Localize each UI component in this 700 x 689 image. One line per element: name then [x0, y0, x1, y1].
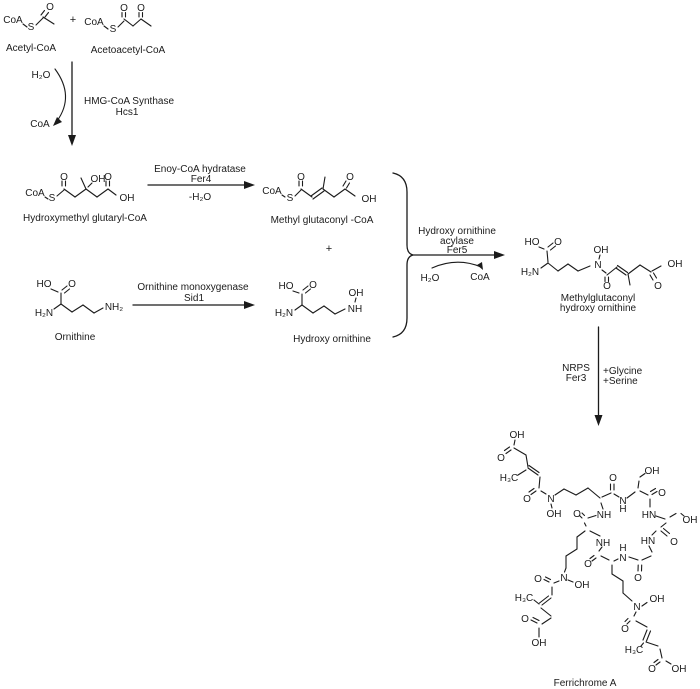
oh-group: OH	[119, 193, 135, 204]
coa-label: CoA	[25, 188, 45, 199]
oh-group: OH	[644, 466, 660, 477]
molecule-name-methyl-glutaconyl: Methyl glutaconyl -CoA	[270, 215, 374, 226]
n-atom: N	[594, 260, 602, 271]
enzyme-name-line1: Hydroxy ornithine	[418, 226, 496, 237]
arrowhead	[244, 181, 255, 189]
arrowhead	[595, 415, 603, 426]
s-atom: S	[109, 24, 117, 35]
molecule-name-ornithine: Ornithine	[54, 332, 96, 343]
molecule-name-hydroxy-ornithine: Hydroxy ornithine	[293, 334, 371, 345]
h3c-group: H₃C	[514, 593, 534, 604]
o-atom: O	[584, 559, 592, 570]
oh-group: OH	[667, 259, 683, 270]
o-atom: O	[534, 574, 542, 585]
oh-group: OH	[509, 430, 525, 441]
ho-group: HO	[524, 237, 540, 248]
hydroxy-ornithine-structure	[275, 280, 372, 345]
ho-group: HO	[278, 281, 294, 292]
oh-group: OH	[593, 245, 609, 256]
o-atom: O	[554, 237, 562, 248]
methyl-glutaconyl-coa-structure	[262, 172, 376, 226]
n-atom: N	[633, 602, 641, 613]
o-atom: O	[297, 172, 305, 183]
ferrichrome-a-structure	[497, 430, 697, 689]
reaction-arrow-sid1	[133, 282, 255, 309]
n-atom: N	[619, 553, 627, 564]
gene-name: Fer5	[446, 245, 468, 256]
o-atom: O	[603, 281, 611, 292]
s-atom: S	[286, 193, 294, 204]
o-atom: O	[670, 537, 678, 548]
n-atom: N	[560, 573, 568, 584]
h-atom: H	[619, 543, 627, 554]
enzyme-name: Ornithine monoxygenase	[137, 282, 249, 293]
oh-group: OH	[682, 515, 698, 526]
arrowhead	[68, 135, 76, 146]
substrate-serine: +Serine	[603, 376, 638, 387]
molecule-name-acetoacetyl-coa: Acetoacetyl-CoA	[90, 45, 166, 56]
gene-name: Hcs1	[115, 107, 139, 118]
enzyme-name-line2: acylase	[440, 236, 474, 247]
gene-name: Fer3	[565, 373, 587, 384]
reaction-arrow-hcs1	[30, 62, 174, 146]
oh-group: OH	[671, 664, 687, 675]
nh-group: NH	[596, 510, 612, 521]
nh2-group: NH₂	[104, 302, 124, 313]
grouping-bracket	[393, 173, 413, 337]
reaction-arrow-fer5	[413, 226, 505, 284]
h3c-group: H₃C	[499, 473, 519, 484]
acetoacetyl-coa-structure	[84, 3, 165, 56]
ornithine-structure	[35, 279, 123, 343]
h2n-group: H₂N	[34, 308, 54, 319]
enzyme-name: NRPS	[562, 363, 590, 374]
enzyme-name: Enoy-CoA hydratase	[154, 164, 246, 175]
n-atom: N	[619, 496, 627, 507]
h2n-group: H₂N	[274, 308, 294, 319]
o-atom: O	[621, 624, 629, 635]
s-atom: S	[27, 22, 35, 33]
methylglutaconyl-hydroxy-ornithine-structure	[521, 237, 683, 314]
water-loss: -H₂O	[188, 192, 212, 203]
nh-group: NH	[595, 538, 611, 549]
o-atom: O	[104, 172, 112, 183]
arrowhead	[494, 251, 505, 259]
plus-sign: +	[325, 243, 333, 255]
cofactor-arrowhead	[53, 117, 62, 126]
oh-group: OH	[546, 509, 562, 520]
o-atom: O	[46, 2, 54, 13]
reaction-arrow-fer4	[148, 164, 255, 203]
o-atom: O	[634, 573, 642, 584]
o-atom: O	[497, 453, 505, 464]
cofactor-in: H₂O	[420, 273, 440, 284]
cofactor-out: CoA	[470, 272, 490, 283]
cofactor-out: CoA	[30, 119, 50, 130]
o-atom: O	[523, 494, 531, 505]
oh-group: OH	[531, 638, 547, 649]
coa-label: CoA	[84, 17, 104, 28]
oh-group: OH	[574, 580, 590, 591]
oh-group: OH	[348, 288, 364, 299]
molecule-name-ferrichrome-a: Ferrichrome A	[553, 678, 617, 689]
molecule-name-mgho-line2: hydroxy ornithine	[559, 303, 637, 314]
o-atom: O	[346, 172, 354, 183]
o-atom: O	[648, 664, 656, 675]
h3c-group: H₃C	[624, 645, 644, 656]
hn-group: HN	[641, 510, 657, 521]
molecule-name-mgho-line1: Methylglutaconyl	[560, 293, 636, 304]
s-atom: S	[48, 193, 56, 204]
ho-group: HO	[36, 279, 52, 290]
h-atom: H	[619, 504, 627, 515]
o-atom: O	[137, 3, 145, 14]
enzyme-name: HMG-CoA Synthase	[83, 96, 175, 107]
o-atom: O	[521, 614, 529, 625]
substrate-glycine: +Glycine	[603, 366, 643, 377]
oh-group: OH	[361, 194, 377, 205]
hn-group: HN	[640, 536, 656, 547]
gene-name: Fer4	[190, 174, 212, 185]
arrowhead	[244, 301, 255, 309]
hmg-coa-structure	[23, 172, 147, 224]
o-atom: O	[573, 509, 581, 520]
gene-name: Sid1	[183, 293, 205, 304]
oh-group: OH	[90, 174, 106, 185]
o-atom: O	[68, 279, 76, 290]
reaction-arrow-fer3	[562, 327, 643, 426]
coa-label: CoA	[262, 186, 282, 197]
cofactor-in: H₂O	[31, 70, 51, 81]
nh-group: NH	[347, 304, 363, 315]
o-atom: O	[309, 280, 317, 291]
o-atom: O	[609, 473, 617, 484]
o-atom: O	[120, 3, 128, 14]
h2n-group: H₂N	[520, 267, 540, 278]
oh-group: OH	[649, 594, 665, 605]
molecule-name-hmg-coa: Hydroxymethyl glutaryl-CoA	[23, 213, 147, 224]
coa-label: CoA	[3, 15, 23, 26]
o-atom: O	[654, 281, 662, 292]
o-atom: O	[60, 172, 68, 183]
n-atom: N	[547, 494, 555, 505]
o-atom: O	[658, 488, 666, 499]
acetyl-coa-structure	[3, 2, 56, 54]
molecule-name-acetyl-coa: Acetyl-CoA	[5, 43, 57, 54]
plus-sign: +	[69, 14, 77, 26]
